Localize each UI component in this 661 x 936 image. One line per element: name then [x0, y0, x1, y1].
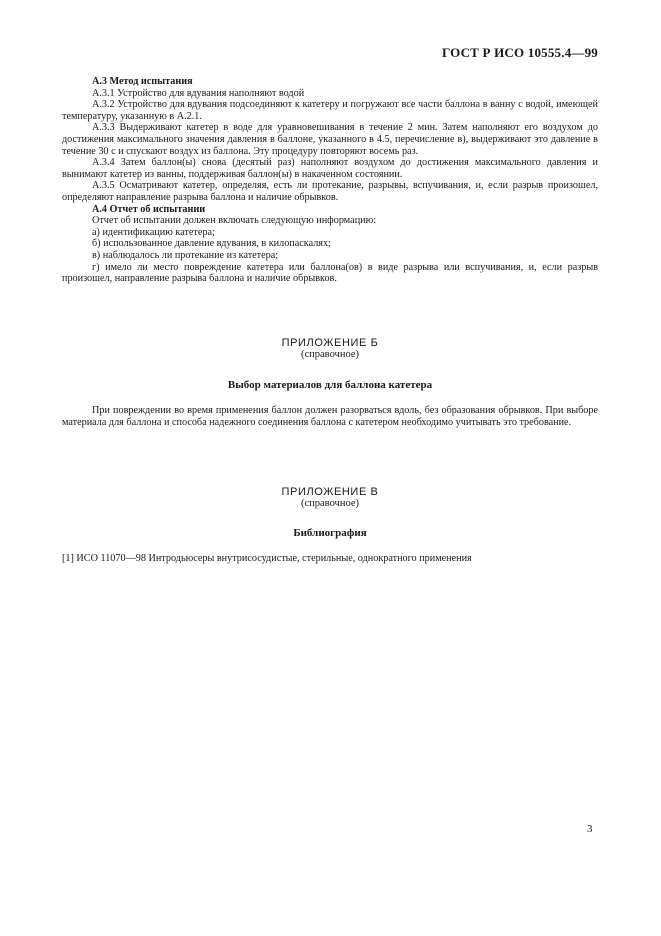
- section-a3-heading: А.3 Метод испытания: [92, 76, 193, 87]
- appendix-b-text: При повреждении во время применения баллон должен разорваться вдоль, без образования обрывков. При выборе материала для баллона и способа надежного соединения баллона с катетером необходимо учитывать это требование.: [62, 405, 598, 429]
- bibliography-entry: [1] ИСО 11070—98 Интродьюсеры внутрисосудистые, стерильные, однократного применения: [62, 553, 472, 565]
- document-code-header: ГОСТ Р ИСО 10555.4—99: [441, 45, 598, 60]
- paragraph-a3-5: А.3.5 Осматривают катетер, определяя, есть ли протекание, разрывы, вспучивания, и, если разрыв произошел, определяют направление разрыва баллона и наличие обрывков.: [62, 180, 598, 203]
- appendix-b-title: ПРИЛОЖЕНИЕ Б: [281, 336, 379, 349]
- appendix-b-subtitle: (справочное): [301, 349, 359, 361]
- report-item: в) наблюдалось ли протекание из катетера;: [92, 249, 279, 261]
- appendix-v-title: ПРИЛОЖЕНИЕ В: [281, 485, 379, 498]
- paragraph-a3-3: А.3.3 Выдерживают катетер в воде для уравновешивания в течение 2 мин. Затем наполняют его воздухом до достижения максимального значения давления в баллоне, указанного в 4.5, перечисление в), выдерживают это давление в течение 30 с и спускают воздух из баллона. Эту процедуру повторяют восемь раз.: [62, 122, 598, 157]
- paragraph-a3-4: А.3.4 Затем баллон(ы) снова (десятый раз) наполняют воздухом до достижения максимального давления и вынимают катетер из ванны, поддерживая баллон(ы) в накаченном состоянии.: [62, 157, 598, 180]
- report-item: б) использованное давление вдувания, в килопаскалях;: [92, 238, 331, 250]
- report-item: г) имело ли место повреждение катетера или баллона(ов) в виде разрыва или вспучивания, и, если разрыв произошел, направление разрыва баллона и наличие обрывков.: [62, 261, 598, 285]
- page-number: 3: [587, 823, 593, 835]
- appendix-b-heading: Выбор материалов для баллона катетера: [227, 378, 433, 391]
- page-body: [62, 76, 598, 565]
- paragraph-a3-2: А.3.2 Устройство для вдувания подсоединяют к катетеру и погружают все части баллона в ванну с водой, имеющей температуру, указанную в А.2.1.: [62, 99, 598, 122]
- report-intro: Отчет об испытании должен включать следующую информацию:: [92, 215, 377, 227]
- appendix-v-heading: Библиография: [293, 526, 367, 539]
- section-a4-heading: А.4 Отчет об испытании: [92, 203, 206, 215]
- appendix-v-subtitle: (справочное): [301, 498, 359, 510]
- paragraph-a3-1: А.3.1 Устройство для вдувания наполняют водой: [92, 87, 305, 99]
- report-item: а) идентификацию катетера;: [92, 226, 215, 238]
